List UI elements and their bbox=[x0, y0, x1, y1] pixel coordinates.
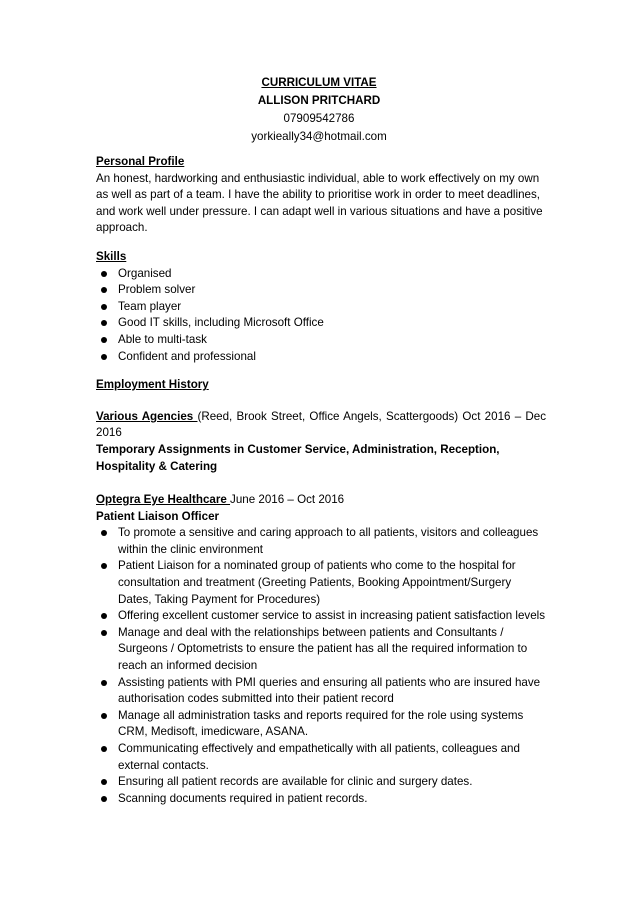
list-item: Problem solver bbox=[96, 282, 546, 299]
job-entry bbox=[96, 492, 546, 807]
list-item: Team player bbox=[96, 299, 546, 316]
job-line bbox=[96, 409, 546, 442]
bullet-icon bbox=[101, 630, 107, 636]
job-line bbox=[96, 492, 546, 509]
list-item: Manage and deal with the relationships between patients and Consultants / Surgeons / Optometrists to ensure the patient has all the required information to reach an informed decision bbox=[96, 625, 546, 675]
cv-title: CURRICULUM VITAE bbox=[261, 76, 377, 89]
duties-list bbox=[96, 525, 546, 807]
list-item: To promote a sensitive and caring approach to all patients, visitors and colleagues within the clinic environment bbox=[96, 525, 546, 558]
bullet-icon bbox=[101, 304, 107, 310]
list-item: Good IT skills, including Microsoft Office bbox=[96, 315, 546, 332]
employment-section bbox=[96, 377, 546, 807]
bullet-icon bbox=[101, 779, 107, 785]
list-item: Offering excellent customer service to assist in increasing patient satisfaction levels bbox=[96, 608, 546, 625]
profile-section bbox=[96, 154, 546, 237]
skills-section bbox=[96, 249, 546, 365]
profile-text: An honest, hardworking and enthusiastic individual, able to work effectively on my own as well as part of a team. I have the ability to prioritise work in order to meet deadlines, and work well under pressure. I can adapt well in various situations and have a positive approach. bbox=[96, 171, 543, 235]
skills-heading: Skills bbox=[96, 249, 127, 263]
bullet-icon bbox=[101, 287, 107, 293]
list-item: Communicating effectively and empathetically with all patients, colleagues and external contacts. bbox=[96, 741, 546, 774]
list-item: Able to multi-task bbox=[96, 332, 546, 349]
company-name: Various Agencies bbox=[96, 409, 198, 423]
company-name: Optegra Eye Healthcare bbox=[96, 493, 231, 507]
list-item: Patient Liaison for a nominated group of patients who come to the hospital for consultation and treatment (Greeting Patients, Booking Appointment/Surgery Dates, Taking Payment for Procedures) bbox=[96, 558, 546, 608]
bullet-icon bbox=[101, 680, 107, 686]
list-item: Scanning documents required in patient records. bbox=[96, 791, 546, 808]
job-role: Temporary Assignments in Customer Service, Administration, Reception, Hospitality & Catering bbox=[96, 442, 500, 473]
list-item: Organised bbox=[96, 266, 546, 283]
job-entry bbox=[96, 409, 546, 475]
skills-list bbox=[96, 266, 546, 366]
cv-body bbox=[96, 154, 546, 807]
bullet-icon bbox=[101, 337, 107, 343]
job-role: Patient Liaison Officer bbox=[96, 509, 220, 523]
bullet-icon bbox=[101, 713, 107, 719]
cv-header bbox=[0, 74, 638, 146]
job-details: June 2016 – Oct 2016 bbox=[230, 493, 345, 507]
bullet-icon bbox=[101, 563, 107, 569]
list-item: Manage all administration tasks and reports required for the role using systems CRM, Medisoft, imedicware, ASANA. bbox=[96, 708, 546, 741]
list-item: Ensuring all patient records are available for clinic and surgery dates. bbox=[96, 774, 546, 791]
list-item: Assisting patients with PMI queries and ensuring all patients who are insured have authorisation codes submitted into their patient record bbox=[96, 675, 546, 708]
bullet-icon bbox=[101, 354, 107, 360]
list-item: Confident and professional bbox=[96, 349, 546, 366]
phone-number: 07909542786 bbox=[283, 112, 355, 125]
bullet-icon bbox=[101, 796, 107, 802]
bullet-icon bbox=[101, 271, 107, 277]
email-address: yorkieally34@hotmail.com bbox=[251, 130, 387, 143]
bullet-icon bbox=[101, 320, 107, 326]
job-details: (Reed, Brook Street, Office Angels, Scattergoods) Oct 2016 – Dec 2016 bbox=[96, 409, 546, 440]
bullet-icon bbox=[101, 530, 107, 536]
bullet-icon bbox=[101, 746, 107, 752]
bullet-icon bbox=[101, 613, 107, 619]
employment-heading: Employment History bbox=[96, 378, 209, 392]
candidate-name: ALLISON PRITCHARD bbox=[257, 94, 381, 107]
profile-heading: Personal Profile bbox=[96, 155, 185, 168]
